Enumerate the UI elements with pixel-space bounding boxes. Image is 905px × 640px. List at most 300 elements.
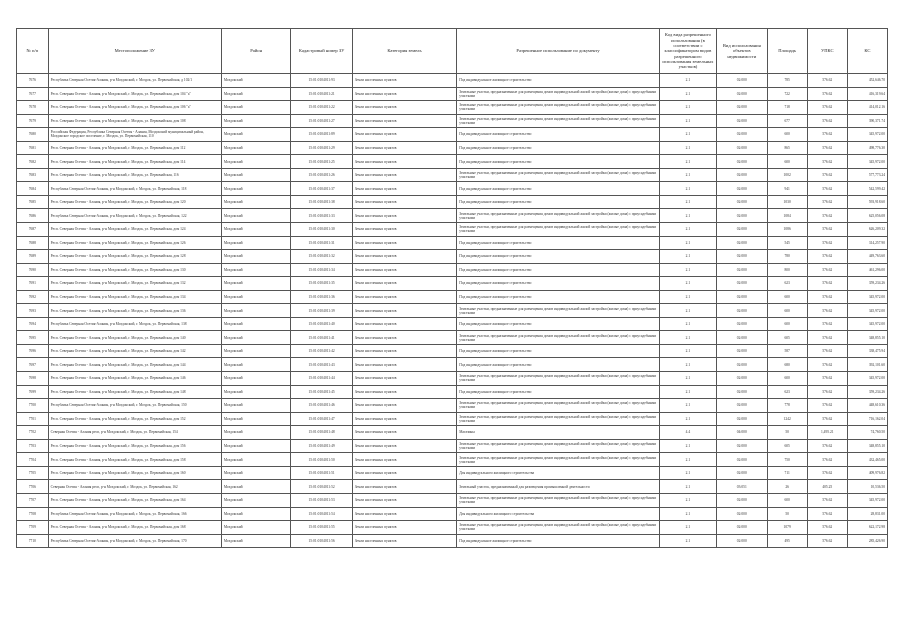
header-upks: УПКС (807, 29, 847, 74)
table-row (17, 439, 888, 453)
land-category-cell: Земли населенных пунктов (352, 358, 457, 372)
land-category-cell: Земли населенных пунктов (352, 399, 457, 413)
area-cell: 1002 (767, 168, 807, 182)
use-type-cell: 02:000 (716, 128, 767, 142)
location-cell: Респ. Северная Осетия - Алания, р-н Моздокский, г. Моздок, ул. Первомайская, дом 106 "а" (48, 101, 221, 115)
header-row (17, 29, 888, 74)
land-category-cell: Земли населенных пунктов (352, 236, 457, 250)
land-category-cell: Земли населенных пунктов (352, 412, 457, 426)
land-category-cell: Земли населенных пунктов (352, 439, 457, 453)
use-code-cell: 2.1 (659, 263, 716, 277)
permitted-use-cell: Под индивидуальное жилищное строительство (457, 236, 660, 250)
permitted-use-cell: Для индивидуального жилищного строительства (457, 466, 660, 480)
upks-cell: 576.62 (807, 223, 847, 237)
permitted-use-cell: Земельные участки, предназначенные для размещения домов индивидуальной жилой застройки (жилые дома) с приусадебными участками (457, 521, 660, 535)
use-type-cell: 02:000 (716, 114, 767, 128)
upks-cell: 576.62 (807, 399, 847, 413)
permitted-use-cell: Земельные участки, предназначенные для размещения домов индивидуальной жилой застройки (жилые дома) с приусадебными участками (457, 372, 660, 386)
table-row (17, 426, 888, 440)
use-type-cell: 02:000 (716, 277, 767, 291)
ks-cell: 348,855.10 (847, 331, 887, 345)
use-type-cell: 02:000 (716, 87, 767, 101)
use-code-cell: 2.1 (659, 304, 716, 318)
row-number: 7695 (17, 331, 49, 345)
area-cell: 605 (767, 439, 807, 453)
area-cell: 600 (767, 317, 807, 331)
cadastral-number-cell: 15:01:0104011:93 (291, 74, 352, 88)
location-cell: Респ. Северная Осетия - Алания, р-н Моздокский, г. Моздок, ул. Первомайская, дом 112 (48, 141, 221, 155)
location-cell: Респ. Северная Осетия - Алания, р-н Моздокский, г. Моздок, ул. Первомайская, дом 126 (48, 236, 221, 250)
row-number: 7710 (17, 534, 49, 548)
use-type-cell: 02:000 (716, 331, 767, 345)
ks-cell: 285,426.90 (847, 534, 887, 548)
upks-cell: 576.62 (807, 358, 847, 372)
district-cell: Моздокский (221, 331, 291, 345)
cadastral-number-cell: 15:01:0104011:51 (291, 466, 352, 480)
district-cell: Моздокский (221, 439, 291, 453)
area-cell: 50 (767, 426, 807, 440)
district-cell: Моздокский (221, 182, 291, 196)
use-type-cell: 02:000 (716, 290, 767, 304)
upks-cell: 576.62 (807, 209, 847, 223)
area-cell: 1030 (767, 195, 807, 209)
area-cell: 711 (767, 466, 807, 480)
row-number: 7691 (17, 277, 49, 291)
area-cell: 718 (767, 101, 807, 115)
header-district: Район (221, 29, 291, 74)
area-cell: 1086 (767, 223, 807, 237)
district-cell: Моздокский (221, 399, 291, 413)
area-cell: 623 (767, 385, 807, 399)
ks-cell: 314,257.90 (847, 236, 887, 250)
use-type-cell: 02:000 (716, 493, 767, 507)
land-category-cell: Земли населенных пунктов (352, 453, 457, 467)
ks-cell: 498,776.30 (847, 141, 887, 155)
land-category-cell: Земли населенных пунктов (352, 521, 457, 535)
district-cell: Моздокский (221, 250, 291, 264)
use-type-cell: 02:000 (716, 412, 767, 426)
permitted-use-cell: Под индивидуальное жилищное строительство (457, 182, 660, 196)
use-code-cell: 2.1 (659, 439, 716, 453)
row-number: 7703 (17, 439, 49, 453)
location-cell: Респ. Северная Осетия - Алания, р-н Моздокский, г. Моздок, ул. Первомайская, дом 140 (48, 331, 221, 345)
ks-cell: 345,972.00 (847, 317, 887, 331)
land-category-cell: Земли населенных пунктов (352, 385, 457, 399)
location-cell: Респ. Северная Осетия - Алания, р-н Моздокский, г. Моздок, ул. Первомайская, дом 128 (48, 250, 221, 264)
ks-cell: 449,763.60 (847, 250, 887, 264)
location-cell: Республика Северная Осетия-Алания, р-н Моздокский, г. Моздок, ул. Первомайская, 122 (48, 209, 221, 223)
ks-cell: 461,296.00 (847, 263, 887, 277)
ks-cell: 345,972.00 (847, 304, 887, 318)
permitted-use-cell: Магазины (457, 426, 660, 440)
use-code-cell: 2.1 (659, 466, 716, 480)
use-code-cell: 4.4 (659, 426, 716, 440)
table-row (17, 290, 888, 304)
land-category-cell: Земли населенных пунктов (352, 331, 457, 345)
use-code-cell: 2.1 (659, 344, 716, 358)
header-land-category: Категория земель (352, 29, 457, 74)
row-number: 7684 (17, 182, 49, 196)
area-cell: 600 (767, 128, 807, 142)
land-category-cell: Земли населенных пунктов (352, 277, 457, 291)
land-category-cell: Земли населенных пунктов (352, 304, 457, 318)
use-code-cell: 2.1 (659, 480, 716, 494)
cadastral-number-cell: 15:01:0104011:48 (291, 426, 352, 440)
row-number: 7705 (17, 466, 49, 480)
row-number: 7699 (17, 385, 49, 399)
district-cell: Моздокский (221, 453, 291, 467)
cadastral-number-cell: 15:01:0104011:22 (291, 101, 352, 115)
area-cell: 1079 (767, 521, 807, 535)
district-cell: Моздокский (221, 480, 291, 494)
land-category-cell: Земли населенных пунктов (352, 290, 457, 304)
row-number: 7706 (17, 480, 49, 494)
ks-cell: 10,536.50 (847, 480, 887, 494)
location-cell: Респ. Северная Осетия - Алания, р-н Моздокский, г. Моздок, ул. Первомайская, дом 148 (48, 385, 221, 399)
cadastral-number-cell: 15:01:0104011:30 (291, 223, 352, 237)
cadastral-number-cell: 15:01:0104011:37 (291, 182, 352, 196)
use-type-cell: 02:000 (716, 385, 767, 399)
permitted-use-cell: Под индивидуальное жилищное строительство (457, 358, 660, 372)
cadastral-number-cell: 15:01:0104011:34 (291, 263, 352, 277)
area-cell: 600 (767, 155, 807, 169)
permitted-use-cell: Под индивидуальное жилищное строительство (457, 277, 660, 291)
table-row (17, 480, 888, 494)
permitted-use-cell: Земельные участки, предназначенные для размещения домов индивидуальной жилой застройки (жилые дома) с приусадебными участками (457, 331, 660, 345)
upks-cell: 576.62 (807, 372, 847, 386)
cadastral-number-cell: 15:01:0104011:31 (291, 236, 352, 250)
row-number: 7682 (17, 155, 49, 169)
row-number: 7700 (17, 399, 49, 413)
row-number: 7709 (17, 521, 49, 535)
cadastral-number-cell: 15:01:0104011:54 (291, 507, 352, 521)
upks-cell: 576.62 (807, 263, 847, 277)
permitted-use-cell: Земельные участки, предназначенные для размещения домов индивидуальной жилой застройки (жилые дома) с приусадебными участками (457, 493, 660, 507)
permitted-use-cell: Под индивидуальное жилищное строительство (457, 344, 660, 358)
cadastral-number-cell: 15:01:0104011:36 (291, 290, 352, 304)
land-plots-table (16, 28, 888, 548)
ks-cell: 432,465.00 (847, 453, 887, 467)
upks-cell: 576.62 (807, 412, 847, 426)
row-number: 7683 (17, 168, 49, 182)
ks-cell: 414,012.16 (847, 101, 887, 115)
area-cell: 600 (767, 290, 807, 304)
cadastral-number-cell: 15:01:0104011:89 (291, 128, 352, 142)
use-type-cell: 02:000 (716, 223, 767, 237)
table-row (17, 372, 888, 386)
row-number: 7690 (17, 263, 49, 277)
use-code-cell: 2.1 (659, 141, 716, 155)
district-cell: Моздокский (221, 128, 291, 142)
location-cell: Республика Северная Осетия-Алания, р-н Моздокский, г. Моздок, ул. Первомайская, 150 (48, 399, 221, 413)
row-number: 7696 (17, 344, 49, 358)
use-code-cell: 2.1 (659, 521, 716, 535)
permitted-use-cell: Земельные участки, предназначенные для размещения домов индивидуальной жилой застройки (жилые дома) с приусадебными участками (457, 101, 660, 115)
land-category-cell: Земли населенных пунктов (352, 480, 457, 494)
district-cell: Моздокский (221, 141, 291, 155)
location-cell: Респ. Северная Осетия - Алания, р-н Моздокский, г. Моздок, ул. Первомайская, 116 (48, 168, 221, 182)
area-cell: 677 (767, 114, 807, 128)
area-cell: 600 (767, 372, 807, 386)
district-cell: Моздокский (221, 507, 291, 521)
use-code-cell: 2.1 (659, 399, 716, 413)
use-type-cell: 02:000 (716, 263, 767, 277)
location-cell: Респ. Северная Осетия - Алания, р-н Моздокский, г. Моздок, ул. Первомайская, дом 136 (48, 304, 221, 318)
upks-cell: 576.62 (807, 182, 847, 196)
ks-cell: 452,646.70 (847, 74, 887, 88)
table-row (17, 412, 888, 426)
row-number: 7697 (17, 358, 49, 372)
use-code-cell: 2.1 (659, 372, 716, 386)
permitted-use-cell: Земельные участки, предназначенные для размещения домов индивидуальной жилой застройки (жилые дома) с приусадебными участками (457, 168, 660, 182)
row-number: 7707 (17, 493, 49, 507)
location-cell: Респ. Северная Осетия - Алания, р-н Моздокский, г. Моздок, ул. Первомайская, дом 142 (48, 344, 221, 358)
use-code-cell: 2.1 (659, 385, 716, 399)
use-type-cell: 02:000 (716, 250, 767, 264)
use-type-cell: 02:000 (716, 182, 767, 196)
area-cell: 778 (767, 399, 807, 413)
header-use-type: Вид использования объектов недвижимости (716, 29, 767, 74)
upks-cell: 576.62 (807, 141, 847, 155)
cadastral-number-cell: 15:01:0104011:55 (291, 521, 352, 535)
table-row (17, 331, 888, 345)
land-category-cell: Земли населенных пунктов (352, 155, 457, 169)
district-cell: Моздокский (221, 168, 291, 182)
use-code-cell: 2.1 (659, 277, 716, 291)
location-cell: Респ. Северная Осетия - Алания, р-н Моздокский, г. Моздок, ул. Первомайская, дом 108 (48, 114, 221, 128)
district-cell: Моздокский (221, 223, 291, 237)
use-code-cell: 2.1 (659, 168, 716, 182)
location-cell: Респ. Северная Осетия - Алания, р-н Моздокский, г. Моздок, ул. Первомайская, дом 158 (48, 453, 221, 467)
row-number: 7677 (17, 87, 49, 101)
use-type-cell: 02:000 (716, 74, 767, 88)
table-row (17, 128, 888, 142)
ks-cell: 345,972.00 (847, 493, 887, 507)
permitted-use-cell: Земельные участки, предназначенные для размещения домов индивидуальной жилой застройки (жилые дома) с приусадебными участками (457, 412, 660, 426)
ks-cell: 345,972.00 (847, 290, 887, 304)
header-use-code: Код вида разрешенного использования (в соответствии с классификатором видов разрешенного использования земельных участков) (659, 29, 716, 74)
row-number: 7680 (17, 128, 49, 142)
table-row (17, 453, 888, 467)
table-header (17, 29, 888, 74)
cadastral-number-cell: 15:01:0104011:35 (291, 277, 352, 291)
upks-cell: 576.62 (807, 277, 847, 291)
header-permitted-use: Разрешенное использование по документу (457, 29, 660, 74)
permitted-use-cell: Земельные участки, предназначенные для размещения домов индивидуальной жилой застройки (жилые дома) с приусадебными участками (457, 399, 660, 413)
land-category-cell: Земли населенных пунктов (352, 128, 457, 142)
land-category-cell: Земли населенных пунктов (352, 466, 457, 480)
ks-cell: 626,209.32 (847, 223, 887, 237)
row-number: 7693 (17, 304, 49, 318)
use-code-cell: 2.1 (659, 331, 716, 345)
permitted-use-cell: Под индивидуальное жилищное строительство (457, 128, 660, 142)
location-cell: Республика Северная Осетия-Алания, р-н Моздокский, г. Моздок, ул. Первомайская, 170 (48, 534, 221, 548)
ks-cell: 542,599.42 (847, 182, 887, 196)
district-cell: Моздокский (221, 209, 291, 223)
area-cell: 1242 (767, 412, 807, 426)
use-code-cell: 2.1 (659, 493, 716, 507)
table-row (17, 182, 888, 196)
row-number: 7708 (17, 507, 49, 521)
table-body (17, 74, 888, 548)
cadastral-number-cell: 15:01:0104011:39 (291, 304, 352, 318)
district-cell: Моздокский (221, 344, 291, 358)
upks-cell: 576.62 (807, 290, 847, 304)
district-cell: Моздокский (221, 304, 291, 318)
use-code-cell: 2.1 (659, 114, 716, 128)
use-type-cell: 03:051 (716, 480, 767, 494)
ks-cell: 716,162.04 (847, 412, 887, 426)
use-code-cell: 2.1 (659, 358, 716, 372)
permitted-use-cell: Под индивидуальное жилищное строительство (457, 385, 660, 399)
row-number: 7689 (17, 250, 49, 264)
cadastral-number-cell: 15:01:0104011:45 (291, 385, 352, 399)
table-row (17, 493, 888, 507)
district-cell: Моздокский (221, 87, 291, 101)
ks-cell: 625,056.08 (847, 209, 887, 223)
use-type-cell: 02:000 (716, 507, 767, 521)
location-cell: Респ. Северная Осетия - Алания, р-н Моздокский, г. Моздок, ул. Первомайская, дом 132 (48, 277, 221, 291)
district-cell: Моздокский (221, 277, 291, 291)
land-category-cell: Земли населенных пунктов (352, 507, 457, 521)
upks-cell: 576.62 (807, 195, 847, 209)
use-code-cell: 2.1 (659, 209, 716, 223)
location-cell: Республика Северная Осетия-Алания, р-н Моздокский, г. Моздок, ул. Первомайская, д 102/1 (48, 74, 221, 88)
cadastral-number-cell: 15:01:0104011:27 (291, 114, 352, 128)
permitted-use-cell: Земельный участок, предназначенный для размещения промышленной деятельности (457, 480, 660, 494)
district-cell: Моздокский (221, 372, 291, 386)
use-type-cell: 02:000 (716, 358, 767, 372)
district-cell: Моздокский (221, 317, 291, 331)
upks-cell: 576.62 (807, 331, 847, 345)
district-cell: Моздокский (221, 493, 291, 507)
ks-cell: 593,918.60 (847, 195, 887, 209)
use-type-cell: 02:000 (716, 155, 767, 169)
area-cell: 605 (767, 331, 807, 345)
land-category-cell: Земли населенных пунктов (352, 534, 457, 548)
location-cell: Респ. Северная Осетия - Алания, р-н Моздокский, г. Моздок, ул. Первомайская, дом 104 "а" (48, 87, 221, 101)
area-cell: 722 (767, 87, 807, 101)
location-cell: Респ. Северная Осетия - Алания, р-н Моздокский, г. Моздок, ул. Первомайская, дом 164 (48, 493, 221, 507)
permitted-use-cell: Под индивидуальное жилищное строительство (457, 74, 660, 88)
ks-cell: 345,972.00 (847, 155, 887, 169)
area-cell: 26 (767, 480, 807, 494)
ks-cell: 348,855.10 (847, 439, 887, 453)
area-cell: 865 (767, 141, 807, 155)
location-cell: Респ. Северная Осетия - Алания, р-н Моздокский, г. Моздок, ул. Первомайская, дом 130 (48, 263, 221, 277)
permitted-use-cell: Земельные участки, предназначенные для размещения домов индивидуальной жилой застройки (жилые дома) с приусадебными участками (457, 114, 660, 128)
table-row (17, 168, 888, 182)
area-cell: 600 (767, 304, 807, 318)
ks-cell: 416,319.64 (847, 87, 887, 101)
row-number: 7681 (17, 141, 49, 155)
use-type-cell: 02:000 (716, 209, 767, 223)
upks-cell: 576.62 (807, 453, 847, 467)
district-cell: Моздокский (221, 263, 291, 277)
header-location: Местоположение ЗУ (48, 29, 221, 74)
header-cadastral-number: Кадастровый номер ЗУ (291, 29, 352, 74)
land-category-cell: Земли населенных пунктов (352, 101, 457, 115)
cadastral-number-cell: 15:01:0104011:52 (291, 480, 352, 494)
table-row (17, 155, 888, 169)
table-row (17, 195, 888, 209)
area-cell: 800 (767, 263, 807, 277)
table-row (17, 277, 888, 291)
table-row (17, 521, 888, 535)
location-cell: Республика Северная Осетия-Алания, р-н Моздокский, г. Моздок, ул. Первомайская, 138 (48, 317, 221, 331)
use-type-cell: 02:000 (716, 317, 767, 331)
table-row (17, 466, 888, 480)
location-cell: Респ. Северная Осетия - Алания, р-н Моздокский, г. Моздок, ул. Первомайская, дом 152 (48, 412, 221, 426)
registry-sheet (16, 28, 888, 548)
district-cell: Моздокский (221, 155, 291, 169)
row-number: 7702 (17, 426, 49, 440)
upks-cell: 576.62 (807, 128, 847, 142)
ks-cell: 338,475.94 (847, 344, 887, 358)
use-code-cell: 2.1 (659, 74, 716, 88)
permitted-use-cell: Под индивидуальное жилищное строительство (457, 155, 660, 169)
land-category-cell: Земли населенных пунктов (352, 372, 457, 386)
use-type-cell: 02:000 (716, 236, 767, 250)
cadastral-number-cell: 15:01:0104011:33 (291, 209, 352, 223)
table-row (17, 101, 888, 115)
ks-cell: 345,972.00 (847, 128, 887, 142)
table-row (17, 74, 888, 88)
use-code-cell: 2.1 (659, 412, 716, 426)
location-cell: Респ. Северная Осетия - Алания, р-н Моздокский, г. Моздок, ул. Первомайская, дом 156 (48, 439, 221, 453)
cadastral-number-cell: 15:01:0104011:50 (291, 453, 352, 467)
land-category-cell: Земли населенных пунктов (352, 114, 457, 128)
ks-cell: 622,172.98 (847, 521, 887, 535)
upks-cell: 576.62 (807, 344, 847, 358)
cadastral-number-cell: 15:01:0104011:32 (291, 250, 352, 264)
table-row (17, 507, 888, 521)
use-type-cell: 02:000 (716, 439, 767, 453)
upks-cell: 576.62 (807, 87, 847, 101)
upks-cell: 576.62 (807, 493, 847, 507)
use-type-cell: 02:000 (716, 195, 767, 209)
row-number: 7704 (17, 453, 49, 467)
table-row (17, 358, 888, 372)
district-cell: Моздокский (221, 101, 291, 115)
district-cell: Моздокский (221, 385, 291, 399)
use-code-cell: 2.1 (659, 290, 716, 304)
land-category-cell: Земли населенных пунктов (352, 209, 457, 223)
location-cell: Респ. Северная Осетия - Алания, р-н Моздокский, г. Моздок, ул. Первомайская, дом 134 (48, 290, 221, 304)
header-area: Площадь (767, 29, 807, 74)
land-category-cell: Земли населенных пунктов (352, 493, 457, 507)
use-code-cell: 2.1 (659, 101, 716, 115)
permitted-use-cell: Земельные участки, предназначенные для размещения домов индивидуальной жилой застройки (жилые дома) с приусадебными участками (457, 209, 660, 223)
table-row (17, 263, 888, 277)
upks-cell: 576.62 (807, 534, 847, 548)
ks-cell: 359,234.26 (847, 385, 887, 399)
permitted-use-cell: Под индивидуальное жилищное строительство (457, 290, 660, 304)
table-row (17, 317, 888, 331)
ks-cell: 448,610.36 (847, 399, 887, 413)
table-row (17, 344, 888, 358)
row-number: 7686 (17, 209, 49, 223)
row-number: 7678 (17, 101, 49, 115)
upks-cell: 1,495.21 (807, 426, 847, 440)
cadastral-number-cell: 15:01:0104011:26 (291, 168, 352, 182)
upks-cell: 576.62 (807, 168, 847, 182)
upks-cell: 576.62 (807, 439, 847, 453)
land-category-cell: Земли населенных пунктов (352, 250, 457, 264)
area-cell: 750 (767, 453, 807, 467)
location-cell: Респ. Северная Осетия - Алания, р-н Моздокский, г. Моздок, ул. Первомайская, дом 144 (48, 358, 221, 372)
area-cell: 545 (767, 236, 807, 250)
